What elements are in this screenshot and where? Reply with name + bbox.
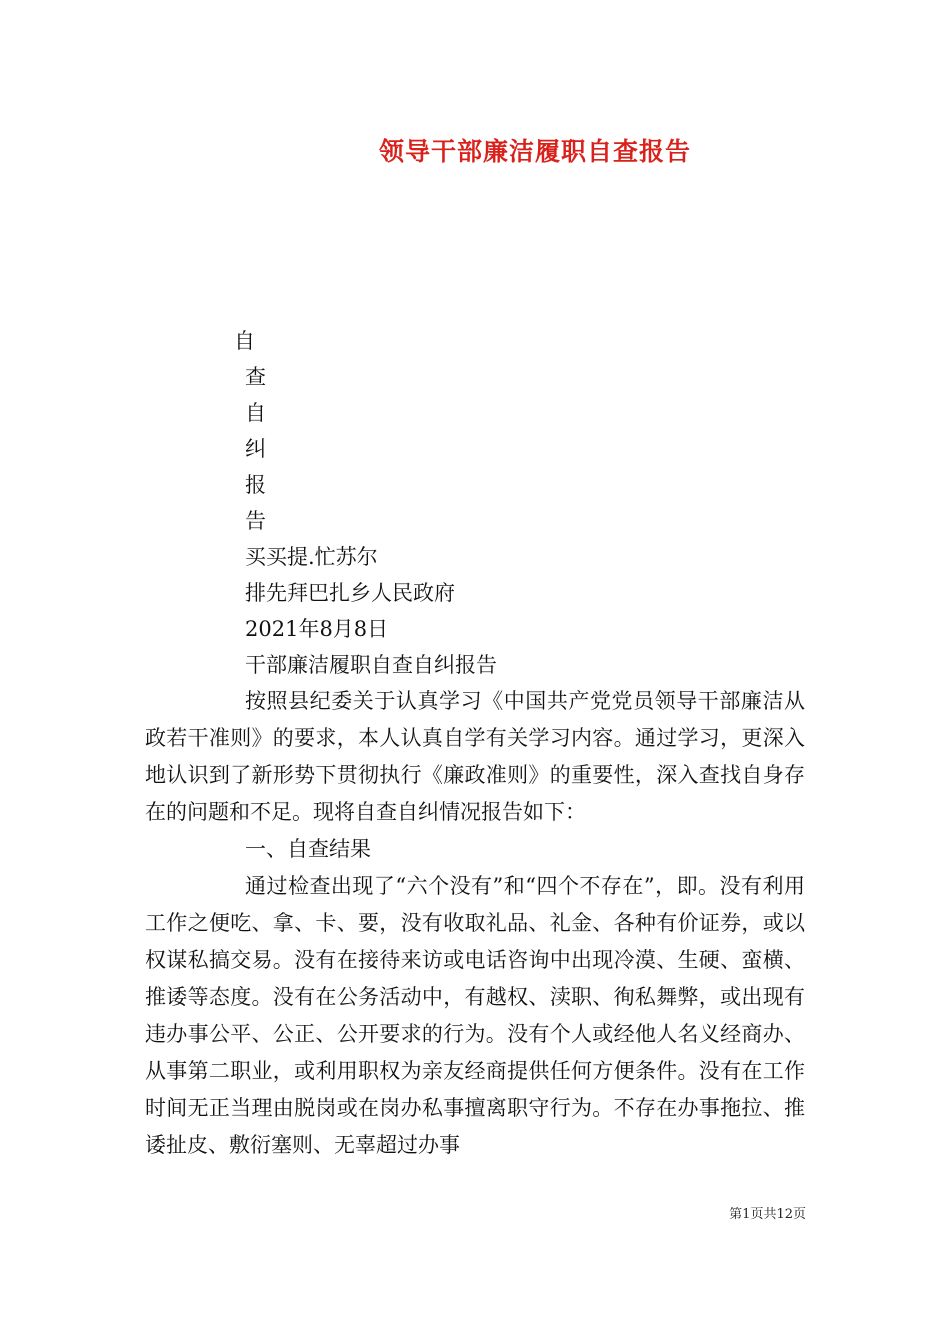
- vertical-title-char: 查: [245, 365, 266, 389]
- page-number-footer: 第1页共12页: [729, 1207, 806, 1222]
- document-date: 2021年8月8日: [245, 617, 389, 641]
- vertical-title-char: 告: [245, 509, 266, 533]
- section-heading: 一、自查结果: [245, 837, 371, 861]
- vertical-title-char: 纠: [245, 437, 266, 461]
- vertical-title-char: 自: [245, 401, 266, 425]
- document-title: 领导干部廉洁履职自查报告: [378, 137, 691, 166]
- vertical-title-char: 报: [245, 473, 266, 497]
- body-paragraph: 通过检查出现了“六个没有”和“四个不存在”，即。没有利用工作之便吃、拿、卡、要，没有收取礼品、礼金、各种有价证券，或以权谋私搞交易。没有在接待来访或电话咨询中出现冷漠、生硬、蛮横、推诿等态度。没有在公务活动中，有越权、渎职、徇私舞弊，或出现有违办事公平、公正、公开要求的行为。没有个人或经他人名义经商办、从事第二职业，或利用职权为亲友经商提供任何方便条件。没有在工作时间无正当理由脱岗或在岗办私事擅离职守行为。不存在办事拖拉、推诿扯皮、敷衍塞则、无辜超过办事: [145, 874, 805, 1157]
- vertical-title-char: 自: [234, 329, 255, 353]
- organization-name: 排先拜巴扎乡人民政府: [245, 581, 455, 605]
- report-subtitle: 干部廉洁履职自查自纠报告: [245, 653, 497, 677]
- author-name: 买买提.忙苏尔: [245, 545, 378, 569]
- intro-paragraph: 按照县纪委关于认真学习《中国共产党党员领导干部廉洁从政若干准则》的要求，本人认真自学有关学习内容。通过学习，更深入地认识到了新形势下贯彻执行《廉政准则》的重要性，深入查找自身存在的问题和不足。现将自查自纠情况报告如下：: [145, 689, 805, 824]
